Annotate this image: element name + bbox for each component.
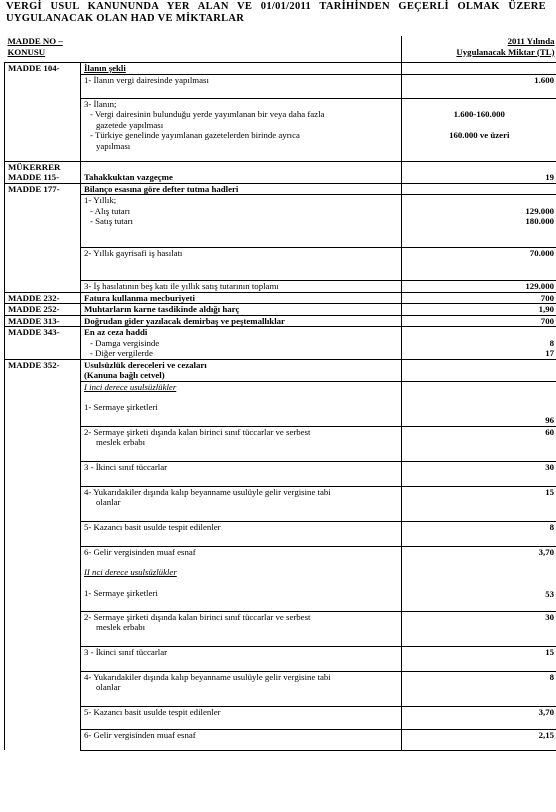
row-text: 3- İlanın; — [84, 98, 117, 109]
table-header — [5, 36, 556, 63]
madde-no: MADDE 252- — [5, 304, 81, 316]
madde-no: MADDE 104- — [5, 63, 81, 75]
madde-konu: Usulsüzlük dereceleri ve cezaları (Kanuna bağlı cetvel) — [81, 359, 402, 381]
madde-konu: Muhtarların karne tasdikinde aldığı harç — [81, 304, 402, 316]
table-row: 3- İlanın; - Vergi dairesinin bulunduğu yerde yayımlanan bir veya daha fazla gazetede yapılması - Türkiye genelinde yayımlanan gazetelerden birinde ayrıca yapılması 1.600-160.000 160.000 ve üzeri — [5, 98, 556, 161]
row-value: 129.000 — [401, 281, 556, 293]
row-text: 2- Sermaye şirketi dışında kalan birinci sınıf tüccarlar ve serbest — [84, 426, 311, 437]
madde-no: MADDE 343- — [5, 327, 81, 360]
row-text: 5- Kazancı basit usulde tespit edilenler — [81, 706, 402, 729]
table-row — [5, 304, 556, 316]
row-value: 8 — [401, 671, 556, 706]
row-text: 3- İş hasılatının beş katı ile yıllık satış tutarının toplamı — [81, 281, 402, 293]
madde-konu: Doğrudan gider yazılacak demirbaş ve peştemallıklar — [81, 315, 402, 327]
section-heading: I inci derece usulsüzlükler — [84, 381, 177, 392]
madde-konu: İlanın şekli — [81, 63, 402, 75]
row-text: 4- Yukarıdakiler dışında kalıp beyanname usulüyle gelir vergisine tabi — [84, 671, 331, 682]
table-row — [5, 706, 556, 729]
row-text: 5- Kazancı basit usulde tespit edilenler — [81, 521, 402, 546]
table-row — [5, 74, 556, 98]
table-row: 2- Sermaye şirketi dışında kalan birinci sınıf tüccarlar ve serbest meslek erbabı 30 — [5, 611, 556, 646]
section-heading: II nci derece usulsüzlükler — [84, 567, 177, 577]
row-text: 1- İlanın vergi dairesinde yapılması — [81, 74, 402, 98]
table-row — [5, 646, 556, 671]
row-value: 19 — [401, 161, 556, 183]
row-value: 15 — [401, 486, 556, 521]
row-value: 700 — [401, 315, 556, 327]
row-value: 8 — [401, 521, 556, 546]
madde-no: MADDE 313- — [5, 315, 81, 327]
document-title — [6, 1, 546, 25]
row-value: 53 — [545, 588, 554, 599]
row-value: 60 — [401, 426, 556, 461]
row-value: 180.000 — [525, 216, 554, 226]
title-line-2: UYGULANACAK OLAN HAD VE MİKTARLAR — [6, 13, 245, 24]
row-value: 2,15 — [401, 729, 556, 750]
row-value: 30 — [401, 611, 556, 646]
table-row — [5, 381, 556, 426]
row-value: 70.000 — [401, 248, 556, 281]
table-row: MADDE 343- En az ceza haddi - Damga vergisinde - Diğer vergilerde 8 17 — [5, 327, 556, 360]
table-row — [5, 359, 556, 381]
row-text: 1- Sermaye şirketleri — [84, 402, 158, 412]
row-text: 6- Gelir vergisinden muaf esnaf — [81, 729, 402, 750]
madde-konu: Fatura kullanma mecburiyeti — [81, 292, 402, 304]
row-value: 700 — [401, 292, 556, 304]
table-row — [5, 281, 556, 293]
table-row: 2- Sermaye şirketi dışında kalan birinci sınıf tüccarlar ve serbest meslek erbabı 60 — [5, 426, 556, 461]
title-line-1: VERGİ USUL KANUNUNDA YER ALAN VE 01/01/2011 TARİHİNDEN GEÇERLİ OLMAK ÜZERE — [6, 1, 546, 12]
row-value: 1,90 — [401, 304, 556, 316]
row-text: 3 - İkinci sınıf tüccarlar — [81, 461, 402, 486]
table-row — [5, 161, 556, 183]
madde-no: MADDE 232- — [5, 292, 81, 304]
row-value: 96 — [401, 381, 556, 426]
table-row — [5, 315, 556, 327]
row-value: 3,70 — [401, 706, 556, 729]
madde-no: MADDE 352- — [5, 359, 81, 381]
row-value: 3,70 — [538, 546, 554, 557]
madde-konu: Tahakkuktan vazgeçme — [81, 161, 402, 183]
table-row — [5, 183, 556, 195]
header-amount: 2011 Yılında Uygulanacak Miktar (TL) — [401, 36, 556, 63]
table-row — [5, 292, 556, 304]
table-row — [5, 521, 556, 546]
row-text: 3 - İkinci sınıf tüccarlar — [81, 646, 402, 671]
madde-no: MÜKERRER MADDE 115- — [5, 161, 81, 183]
row-value: 129.000 — [525, 205, 554, 216]
row-value: 1.600-160.000 — [453, 109, 505, 119]
header-madde-konusu: MADDE NO – KONUSU — [7, 36, 63, 57]
row-value: 30 — [401, 461, 556, 486]
row-text: 2- Sermaye şirketi dışında kalan birinci sınıf tüccarlar ve serbest — [84, 611, 311, 622]
madde-konu: Bilanço esasına göre defter tutma hadleri — [81, 183, 402, 195]
row-value: 8 — [549, 337, 554, 348]
table-row: 4- Yukarıdakiler dışında kalıp beyanname usulüyle gelir vergisine tabi olanlar 8 — [5, 671, 556, 706]
row-text: 6- Gelir vergisinden muaf esnaf — [84, 546, 196, 557]
row-text: 4- Yukarıdakiler dışında kalıp beyanname usulüyle gelir vergisine tabi — [84, 486, 331, 497]
table-row: 1- Yıllık; - Alış tutarı - Satış tutarı 129.000 180.000 — [5, 195, 556, 248]
table-row — [5, 729, 556, 750]
row-value: 15 — [401, 646, 556, 671]
table-row — [5, 63, 556, 75]
table-row — [5, 248, 556, 281]
row-text: 1- Sermaye şirketleri — [84, 587, 158, 598]
table-row: 4- Yukarıdakiler dışında kalıp beyanname usulüyle gelir vergisine tabi olanlar 15 — [5, 486, 556, 521]
row-text: 2- Yıllık gayrisafi iş hasılatı — [81, 248, 402, 281]
row-value: 160.000 ve üzeri — [449, 130, 510, 140]
row-value: 1.600 — [401, 74, 556, 98]
limits-table — [4, 36, 556, 751]
madde-no: MADDE 177- — [5, 183, 81, 195]
row-value: 17 — [545, 348, 554, 358]
table-row — [5, 546, 556, 611]
madde-konu: En az ceza haddi — [84, 327, 148, 337]
table-row — [5, 461, 556, 486]
